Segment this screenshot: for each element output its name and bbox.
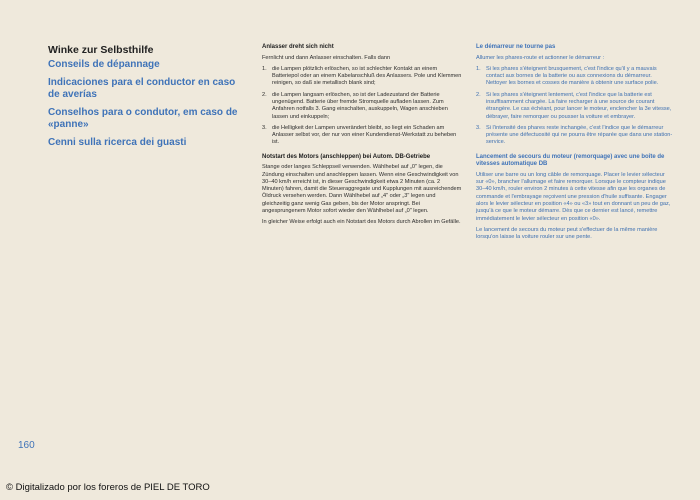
list-item: 3. Si l'intensité des phares reste inchangée, c'est l'indice que le démarreur présente une défectuosité qui ne pourra être réparée que dans une station-service. — [476, 124, 673, 146]
heading-lancement: Lancement de secours du moteur (remorquage) avec une boîte de vitesses automatique DB — [476, 153, 665, 168]
page-number: 160 — [18, 440, 35, 451]
list-item: 2. Si les phares s'éteignent lentement, c'est l'indice que la batterie est insuffisamment chargée. La faire recharger à une source de courant étrangère. Le cas échéant, pour lancer le moteur, enclencher la 3e vitesse, débrayer, faire remorquer ou pousser la voiture et embrayer. — [476, 91, 672, 120]
scan-credit: © Digitalizado por los foreros de PIEL DE TORO — [6, 482, 210, 493]
list-item: 3. die Helligkeit der Lampen unverändert bleibt, so liegt ein Schaden am Anlasser selbst vor, der nur von einer Kundendienst-Werkstatt zu beheben ist. — [262, 124, 457, 146]
heading-demarreur: Le démarreur ne tourne pas — [476, 44, 556, 50]
section-heading-german: Winke zur Selbsthilfe — [48, 44, 154, 56]
column-french — [476, 44, 674, 245]
list-item: 1. die Lampen plötzlich erlöschen, so ist schlechter Kontakt an einem Batteriepol oder an einem Kabelanschluß des Anlassers. Pole und Klemmen reinigen, so daß sie metallisch blank sind; — [262, 65, 462, 87]
column-german — [262, 44, 462, 231]
list-item: 1. Si les phares s'éteignent brusquement, c'est l'indice qu'il y a mauvais contact aux bornes de la batterie ou aux connexions du démarreur. Nettoyer les bornes et cosses de manière à obtenir une surface polie. — [476, 65, 659, 87]
column-titles — [48, 44, 248, 154]
paragraph-remorquage: Utiliser une barre ou un long câble de remorquage. Placer le levier sélecteur sur «0», brancher l'allumage et faire remorquer. Lorsque le compteur indique 30–40 km/h, rouler environ 2 minutes à cette vitesse afin que les organes de commande et l'embrayage reçoivent une pression d'huile suffisante. Engager alors le levier sélecteur en position «4» ou «3» tout en donnant un peu de gaz, jusqu'à ce que le moteur démarre. Dès que ce dernier est lancé, remettre immédiatement le levier sélecteur en position «0». — [476, 171, 671, 222]
list-item: 2. die Lampen langsam erlöschen, so ist der Ladezustand der Batterie ungenügend. Batterie über fremde Stromquelle aufladen lassen. Zum Anfahren notfalls 3. Gang einschalten, auskuppeln, Wagen anschieben lassen und einkuppeln; — [262, 91, 448, 120]
heading-starter: Anlasser dreht sich nicht — [262, 44, 334, 50]
heading-emergency-start: Notstart des Motors (anschleppen) bei Autom. DB-Getriebe — [262, 153, 431, 160]
paragraph-pente: Le lancement de secours du moteur peut s'effectuer de la même manière lorsqu'on laisse la voiture rouler sur une pente. — [476, 226, 658, 241]
paragraph-tow-start: Stange oder langes Schleppseil verwenden. Wählhebel auf „0" legen, die Zündung einschalten und anschleppen lassen. Wenn eine Geschwindigkeit von 30–40 km/h erreicht ist, in dieser Geschwindigkeit etwa 2 Minuten (ca. 2 Minuten) fahren, damit die Steueraggregate und Kupplungen mit ausreichendem Öldruck versehen werden. Dann Wählhebel auf „4" oder „3" legen und gleichzeitig ganz wenig Gas geben, bis der Motor anspringt. Bei angesprungenem Motor sofort wieder den Wählhebel auf „0" legen. — [262, 164, 462, 215]
title-italian: Cenni sulla ricerca dei guasti — [48, 136, 187, 148]
title-french: Conseils de dépannage — [48, 59, 160, 70]
paragraph-intro: Allumer les phares-route et actionner le démarreur : — [476, 54, 605, 61]
title-spanish: Indicaciones para el conductor en caso de averías — [48, 76, 236, 100]
title-portuguese: Conselhos para o condutor, em caso de «panne» — [48, 106, 238, 130]
paragraph-intro: Fernlicht und dann Anlasser einschalten. Falls dann — [262, 54, 391, 61]
paragraph-slope-start: In gleicher Weise erfolgt auch ein Notstart des Motors durch Abrollen im Gefälle. — [262, 219, 461, 226]
